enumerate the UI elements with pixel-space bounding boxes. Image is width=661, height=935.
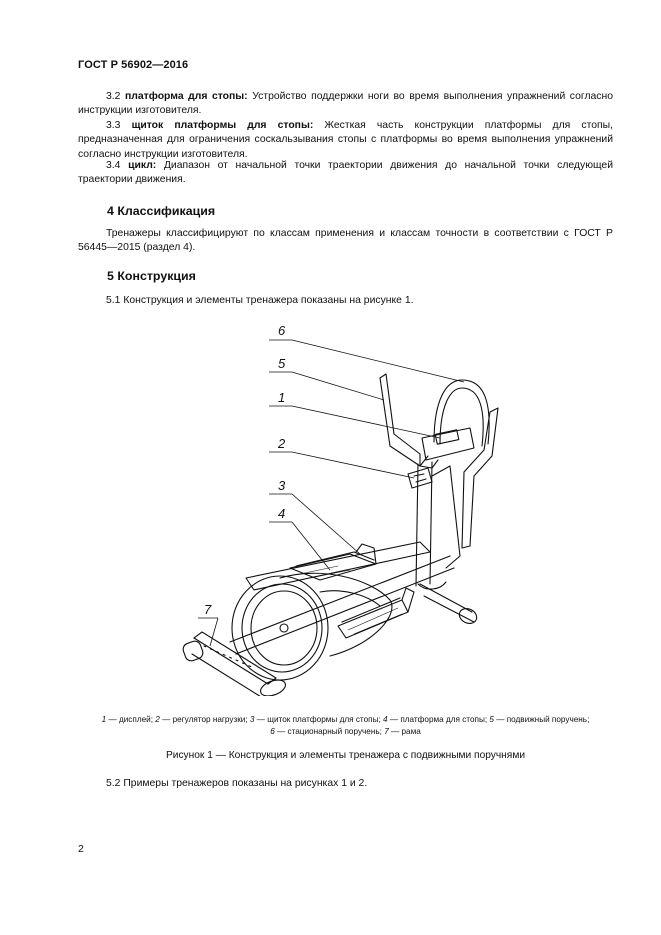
trainer-figure xyxy=(170,316,500,696)
front-stabilizer xyxy=(420,584,474,622)
callout-2: 2 xyxy=(278,436,286,451)
document-header: ГОСТ Р 56902—2016 xyxy=(78,59,189,71)
console xyxy=(420,428,474,468)
resistance-knob xyxy=(408,468,432,488)
definition-3-4: 3.4 цикл: Диапазон от начальной точки траектории движения до начальной точки следующей траектории движения. xyxy=(78,160,613,186)
callout-3: 3 xyxy=(278,478,286,493)
callout-5: 5 xyxy=(278,356,286,371)
definition-3-2: 3.2 платформа для стопы: Устройство поддержки ноги во время выполнения упражнений согласно инструкции изготовителя. xyxy=(78,91,614,117)
callout-7: 7 xyxy=(204,602,212,617)
figure-legend xyxy=(78,714,613,738)
callout-1: 1 xyxy=(278,390,286,405)
figure-caption: Рисунок 1 — Конструкция и элементы тренажера с подвижными поручнями xyxy=(165,750,526,761)
callout-6: 6 xyxy=(278,323,286,338)
section-5-heading: 5 Конструкция xyxy=(107,269,196,283)
legend-line-2: 6 — стационарный поручень; 7 — рама xyxy=(270,727,421,736)
section-4-text: Тренажеры классифицируют по классам применения и классам точности в соответствии с ГОСТ Р 56445—2015 (раздел 4). xyxy=(78,228,613,254)
legend-line-1: 1 — дисплей; 2 — регулятор нагрузки; 3 — щиток платформы для стопы; 4 — платформа для стопы; 5 — подвижный поручень; xyxy=(101,715,590,724)
column xyxy=(416,462,460,589)
rear-stabilizer xyxy=(181,632,287,696)
moving-handle-left xyxy=(380,374,420,466)
definition-3-3: 3.3 щиток платформы для стопы: Жесткая часть конструкции платформы для стопы, предназначенная для ограничения соскальзывания стопы с платформы во время выполнения упражнений согласно инструкции изготовителя. xyxy=(78,120,614,160)
stationary-handrail xyxy=(434,380,489,444)
section-4-heading: 4 Классификация xyxy=(107,204,216,218)
section-5-1-text: 5.1 Конструкция и элементы тренажера показаны на рисунке 1. xyxy=(106,295,414,306)
section-5-2-text: 5.2 Примеры тренажеров показаны на рисунках 1 и 2. xyxy=(106,778,368,789)
callout-4: 4 xyxy=(278,506,286,521)
page-number: 2 xyxy=(78,843,84,855)
